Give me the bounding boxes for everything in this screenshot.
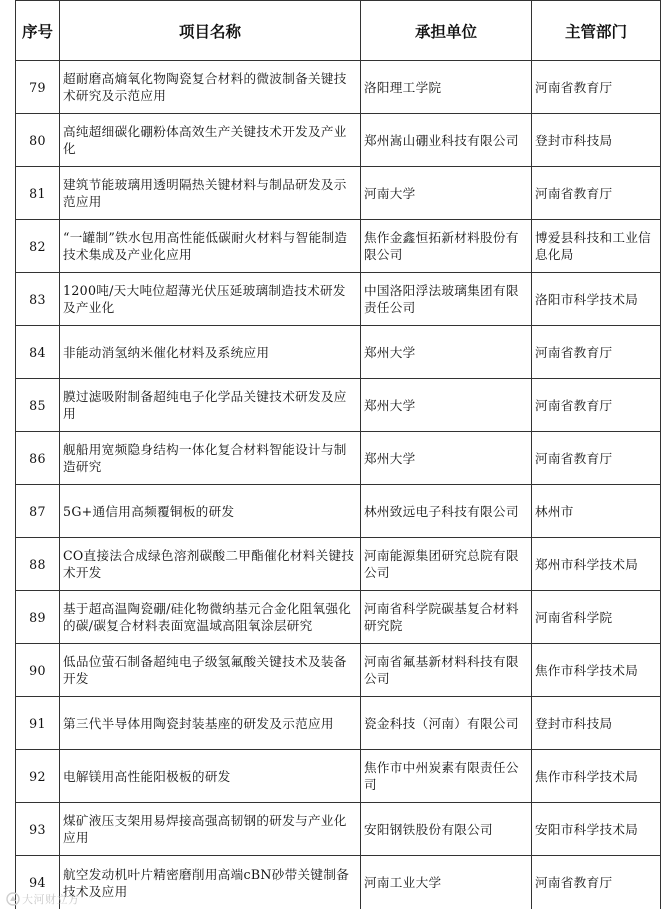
cell-dept: 林州市	[532, 485, 661, 538]
cell-name: 低品位萤石制备超纯电子级氢氟酸关键技术及装备开发	[60, 644, 361, 697]
cell-name: 膜过滤吸附制备超纯电子化学品关键技术研发及应用	[60, 379, 361, 432]
cell-num: 84	[16, 326, 60, 379]
watermark-logo-icon	[6, 892, 20, 906]
cell-num: 87	[16, 485, 60, 538]
cell-dept: 河南省科学院	[532, 591, 661, 644]
cell-num: 94	[16, 856, 60, 910]
cell-dept: 河南省教育厅	[532, 326, 661, 379]
header-name: 项目名称	[60, 1, 361, 61]
table-row	[16, 485, 661, 538]
cell-num: 91	[16, 697, 60, 750]
cell-dept: 博爱县科技和工业信息化局	[532, 220, 661, 273]
cell-dept: 焦作市科学技术局	[532, 750, 661, 803]
cell-unit: 中国洛阳浮法玻璃集团有限责任公司	[361, 273, 532, 326]
cell-dept: 河南省教育厅	[532, 167, 661, 220]
cell-dept: 登封市科技局	[532, 114, 661, 167]
cell-unit: 郑州大学	[361, 326, 532, 379]
cell-unit: 林州致远电子科技有限公司	[361, 485, 532, 538]
cell-name: 第三代半导体用陶瓷封装基座的研发及示范应用	[60, 697, 361, 750]
cell-name: 超耐磨高熵氧化物陶瓷复合材料的微波制备关键技术研究及示范应用	[60, 61, 361, 114]
table-row	[16, 803, 661, 856]
table-row	[16, 61, 661, 114]
table-row	[16, 326, 661, 379]
cell-name: 电解镁用高性能阳极板的研发	[60, 750, 361, 803]
cell-unit: 郑州大学	[361, 432, 532, 485]
cell-unit: 河南工业大学	[361, 856, 532, 910]
table-row	[16, 273, 661, 326]
table-row	[16, 432, 661, 485]
table-row	[16, 538, 661, 591]
cell-name: 煤矿液压支架用易焊接高强高韧钢的研发与产业化应用	[60, 803, 361, 856]
cell-num: 83	[16, 273, 60, 326]
cell-num: 93	[16, 803, 60, 856]
cell-name: 5G+通信用高频覆铜板的研发	[60, 485, 361, 538]
cell-unit: 郑州嵩山硼业科技有限公司	[361, 114, 532, 167]
cell-dept: 河南省教育厅	[532, 432, 661, 485]
cell-dept: 河南省教育厅	[532, 379, 661, 432]
watermark-text: 大河财立方	[22, 893, 80, 906]
cell-unit: 河南能源集团研究总院有限公司	[361, 538, 532, 591]
cell-unit: 河南大学	[361, 167, 532, 220]
table-row	[16, 750, 661, 803]
cell-unit: 洛阳理工学院	[361, 61, 532, 114]
cell-num: 81	[16, 167, 60, 220]
table-row	[16, 697, 661, 750]
table-row	[16, 379, 661, 432]
cell-dept: 登封市科技局	[532, 697, 661, 750]
cell-name: 非能动消氢纳米催化材料及系统应用	[60, 326, 361, 379]
cell-name: 高纯超细碳化硼粉体高效生产关键技术开发及产业化	[60, 114, 361, 167]
table-row	[16, 856, 661, 910]
header-unit: 承担单位	[361, 1, 532, 61]
cell-unit: 焦作金鑫恒拓新材料股份有限公司	[361, 220, 532, 273]
cell-dept: 郑州市科学技术局	[532, 538, 661, 591]
project-table	[15, 0, 661, 909]
table-row	[16, 220, 661, 273]
table-row	[16, 114, 661, 167]
cell-num: 86	[16, 432, 60, 485]
cell-unit: 焦作市中州炭素有限责任公司	[361, 750, 532, 803]
cell-dept: 河南省教育厅	[532, 61, 661, 114]
cell-num: 80	[16, 114, 60, 167]
cell-num: 79	[16, 61, 60, 114]
cell-unit: 瓷金科技（河南）有限公司	[361, 697, 532, 750]
cell-unit: 河南省氟基新材料科技有限公司	[361, 644, 532, 697]
cell-num: 88	[16, 538, 60, 591]
cell-name: 1200吨/天大吨位超薄光伏压延玻璃制造技术研发及产业化	[60, 273, 361, 326]
cell-name: “一罐制”铁水包用高性能低碳耐火材料与智能制造技术集成及产业化应用	[60, 220, 361, 273]
header-num: 序号	[16, 1, 60, 61]
cell-name: 基于超高温陶瓷硼/硅化物微纳基元合金化阻氧强化的碳/碳复合材料表面宽温域高阻氧涂层研究	[60, 591, 361, 644]
table-row	[16, 167, 661, 220]
header-dept: 主管部门	[532, 1, 661, 61]
cell-unit: 郑州大学	[361, 379, 532, 432]
cell-dept: 安阳市科学技术局	[532, 803, 661, 856]
cell-dept: 河南省教育厅	[532, 856, 661, 910]
cell-dept: 洛阳市科学技术局	[532, 273, 661, 326]
cell-unit: 河南省科学院碳基复合材料研究院	[361, 591, 532, 644]
table-header-row	[16, 1, 661, 61]
cell-name: CO直接法合成绿色溶剂碳酸二甲酯催化材料关键技术开发	[60, 538, 361, 591]
cell-num: 92	[16, 750, 60, 803]
cell-dept: 焦作市科学技术局	[532, 644, 661, 697]
cell-num: 90	[16, 644, 60, 697]
table-row	[16, 644, 661, 697]
table-body	[16, 61, 661, 910]
cell-num: 89	[16, 591, 60, 644]
watermark	[6, 891, 80, 907]
cell-unit: 安阳钢铁股份有限公司	[361, 803, 532, 856]
cell-name: 航空发动机叶片精密磨削用高端cBN砂带关键制备技术及应用	[60, 856, 361, 910]
cell-name: 舰船用宽频隐身结构一体化复合材料智能设计与制造研究	[60, 432, 361, 485]
cell-num: 82	[16, 220, 60, 273]
table-row	[16, 591, 661, 644]
cell-num: 85	[16, 379, 60, 432]
cell-name: 建筑节能玻璃用透明隔热关键材料与制品研发及示范应用	[60, 167, 361, 220]
